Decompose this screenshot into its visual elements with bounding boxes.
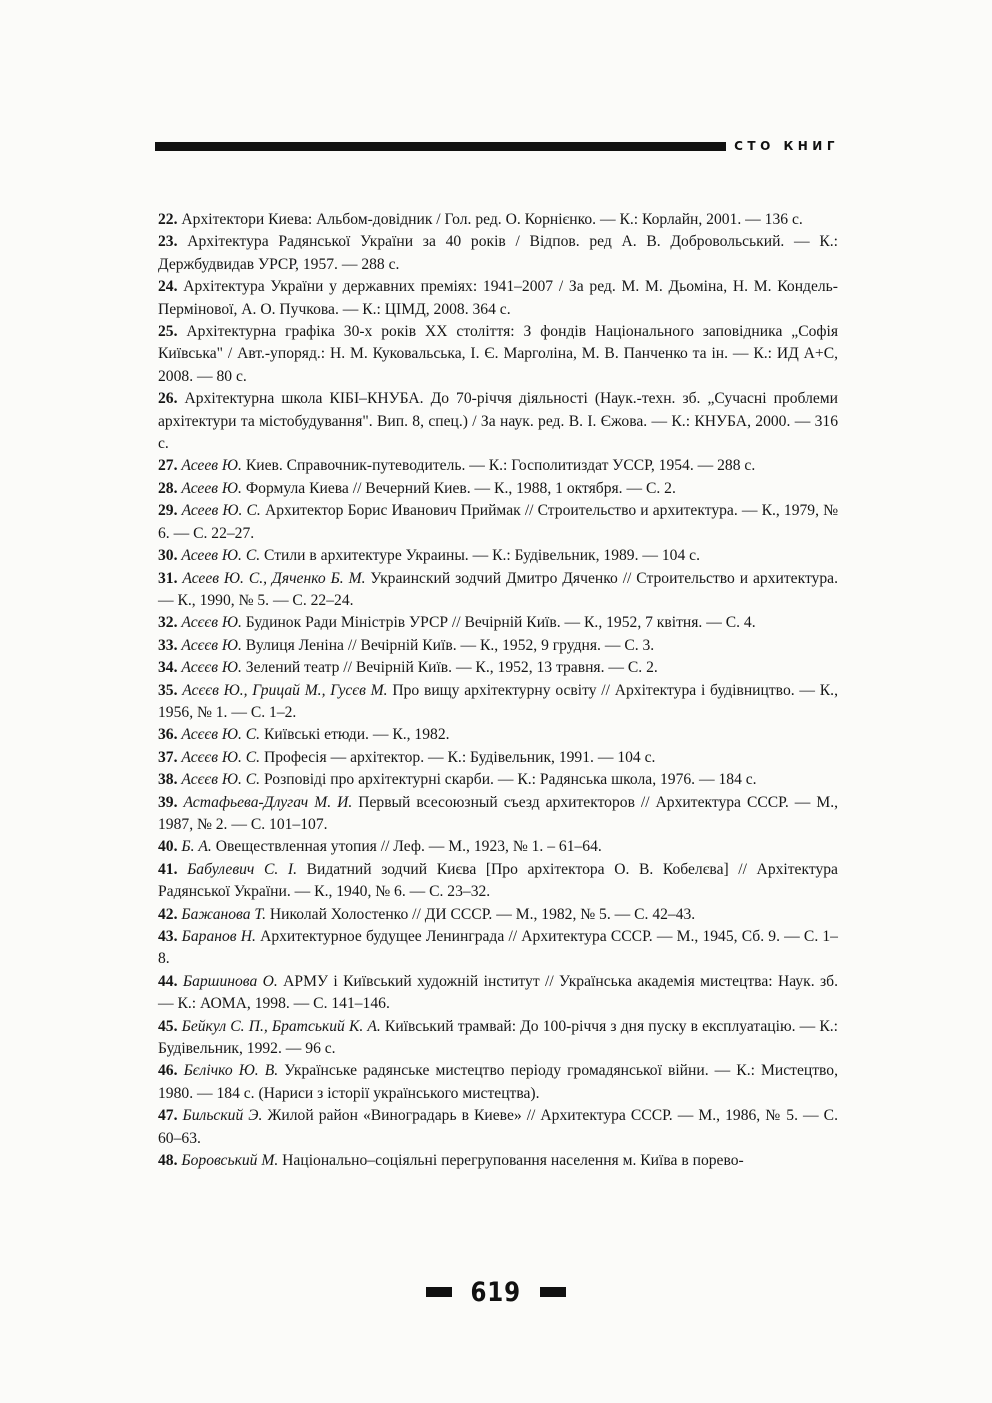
entry-text: Будинок Ради Міністрів УРСР // Вечірній Київ. — К., 1952, 7 квітня. — С. 4. — [245, 614, 756, 632]
entry-author: Бильский Э. — [182, 1107, 263, 1125]
entry-number: 30. — [158, 547, 178, 565]
bibliography-entry — [158, 1060, 838, 1105]
entry-text: Київські етюди. — К., 1982. — [263, 726, 450, 744]
entry-text: Архітектори Киева: Альбом-довідник / Гол. ред. О. Корнієнко. — К.: Корлайн, 2001. — 136 с. — [181, 211, 803, 228]
entry-author: Асєєв Ю. С. — [181, 726, 261, 744]
bibliography-entry — [158, 769, 838, 791]
entry-number: 35. — [158, 681, 178, 699]
entry-number: 32. — [158, 614, 178, 632]
bibliography-entry — [158, 1105, 838, 1150]
entry-author: Бабулевич С. І. — [187, 860, 297, 878]
entry-number: 31. — [158, 569, 178, 587]
bibliography-entry — [158, 971, 838, 1016]
bibliography-entry — [158, 231, 838, 276]
entry-number: 47. — [158, 1107, 178, 1125]
entry-text: Професія — архітектор. — К.: Будівельник, 1991. — 104 с. — [263, 748, 656, 766]
entry-number: 24. — [158, 278, 178, 296]
bibliography-entry — [158, 904, 838, 926]
entry-text: АРМУ і Київський художній інститут // Українська академія мистецтва: Наук. зб. — К.: АОМА, 1998. — С. 141–146. — [158, 972, 839, 1013]
entry-text: Украинский зодчий Дмитро Дяченко // Строительство и архитектура. — К., 1990, № 5. — С. 22–24. — [158, 569, 838, 609]
entry-number: 39. — [158, 793, 178, 811]
bibliography-entry — [158, 836, 838, 858]
bibliography-entry — [158, 724, 838, 746]
entry-number: 36. — [158, 726, 178, 744]
bibliography-entry — [158, 568, 838, 613]
entry-text: Жилой район «Виноградарь в Киеве» // Архитектура СССР. — М., 1986, № 5. — С. 60–63. — [158, 1107, 838, 1147]
entry-author: Асєєв Ю. — [181, 614, 242, 632]
entry-number: 48. — [158, 1152, 178, 1170]
bibliography-entry — [158, 657, 838, 679]
entry-author: Баранов Н. — [181, 928, 256, 945]
entry-author: Боровський М. — [181, 1152, 279, 1170]
bibliography-entry — [158, 926, 838, 971]
entry-number: 40. — [158, 838, 178, 856]
bibliography-entry — [158, 500, 838, 545]
bibliography-entry — [158, 209, 838, 231]
entry-text: Николай Холостенко // ДИ СССР. — М., 1982, № 5. — С. 42–43. — [269, 905, 696, 923]
entry-text: Розповіді про архітектурні скарби. — К.: Радянська школа, 1976. — 184 с. — [263, 771, 757, 789]
bibliography-entry — [158, 747, 838, 769]
bibliography-entry — [158, 612, 838, 634]
entry-author: Асеев Ю. С. — [181, 502, 261, 520]
entry-author: Асєєв Ю., Грицай М., Гусєв М. — [182, 681, 388, 699]
entry-number: 34. — [158, 659, 178, 677]
entry-number: 44. — [158, 972, 178, 990]
entry-number: 45. — [158, 1017, 178, 1035]
entry-text: Киев. Справочник-путеводитель. — К.: Госполитиздат УССР, 1954. — 288 с. — [245, 457, 756, 475]
entry-number: 42. — [158, 905, 178, 923]
entry-number: 43. — [158, 928, 178, 945]
entry-text: Архітектура України у державних преміях: 1941–2007 / За ред. М. М. Дьоміна, Н. М. Кондель-Пермінової, А. О. Пучкова. — К.: ЦІМД, 2008. 364 с. — [158, 278, 838, 318]
bibliography-entry — [158, 1150, 838, 1172]
bibliography-list — [158, 209, 838, 1172]
bibliography-entry — [158, 545, 838, 567]
running-header — [155, 137, 839, 155]
entry-text: Про вищу архітектурну освіту // Архітектура і будівництво. — К., 1956, № 1. — С. 1–2. — [158, 681, 838, 721]
entry-text: Архітектурна школа КІБІ–КНУБА. До 70-річчя діяльності (Наук.-техн. зб. „Сучасні проблеми архітектури та містобудування". Вип. 8, спец.) / За наук. ред. В. І. Єжова. — К.: КНУБА, 2000. — 316 с. — [158, 390, 838, 453]
entry-number: 46. — [158, 1062, 178, 1080]
entry-author: Асєєв Ю. С. — [181, 748, 261, 766]
bibliography-entry — [158, 859, 838, 904]
entry-author: Астафьева-Длугач М. И. — [183, 793, 353, 811]
entry-number: 23. — [158, 233, 178, 251]
footer-left-bar — [426, 1287, 452, 1297]
entry-number: 38. — [158, 771, 178, 789]
entry-author: Б. А. — [181, 838, 212, 856]
bibliography-entry — [158, 1016, 838, 1061]
bibliography-entry — [158, 455, 838, 477]
entry-author: Бейкул С. П., Братський К. А. — [181, 1017, 381, 1035]
entry-text: Овеществленная утопия // Леф. — М., 1923, № 1. – 61–64. — [215, 838, 602, 856]
entry-text: Архитектурное будущее Ленинграда // Архитектура СССР. — М., 1945, Сб. 9. — С. 1–8. — [158, 928, 838, 968]
entry-number: 25. — [158, 323, 178, 341]
page-footer — [0, 1277, 992, 1307]
bibliography-entry — [158, 276, 838, 321]
entry-author: Асеев Ю. — [181, 457, 242, 475]
entry-text: Формула Киева // Вечерний Киев. — К., 1988, 1 октября. — С. 2. — [245, 479, 676, 497]
entry-author: Бажанова Т. — [181, 905, 266, 923]
entry-text: Стили в архитектуре Украины. — К.: Будівельник, 1989. — 104 с. — [264, 547, 700, 565]
bibliography-entry — [158, 680, 838, 725]
page-number: 619 — [470, 1276, 522, 1308]
entry-number: 37. — [158, 748, 178, 766]
bibliography-entry — [158, 792, 838, 837]
entry-text: Національно–соціяльні перегруповання населення м. Київа в порево- — [282, 1152, 744, 1170]
entry-author: Баршинова О. — [182, 972, 278, 990]
entry-text: Архітектурна графіка 30-х років XX століття: З фондів Національного заповідника „Софія Київська" / Авт.-упоряд.: Н. М. Куковальська, І. Є. Марголіна, М. В. Панченко та ін. — К.: ИД А+С, 2008. — 80 с. — [158, 323, 838, 385]
footer-right-bar — [540, 1287, 566, 1297]
entry-author: Асеев Ю. С. — [181, 547, 261, 565]
entry-text: Вулиця Леніна // Вечірній Київ. — К., 1952, 9 грудня. — С. 3. — [245, 636, 655, 654]
entry-text: Первый всесоюзный съезд архитекторов // Архитектура СССР. — М., 1987, № 2. — С. 101–107. — [158, 793, 838, 833]
bibliography-entry — [158, 388, 838, 455]
entry-number: 26. — [158, 390, 178, 408]
entry-author: Асєєв Ю. — [181, 659, 242, 677]
entry-text: Видатний зодчий Києва [Про архітектора О. В. Кобелєва] // Архітектура Радянської України. — К., 1940, № 6. — С. 23–32. — [158, 860, 838, 901]
bibliography-entry — [158, 478, 838, 500]
entry-text: Київський трамвай: До 100-річчя з дня пуску в експлуатацію. — К.: Будівельник, 1992. — 96 с. — [158, 1017, 839, 1058]
entry-number: 27. — [158, 457, 178, 475]
entry-text: Українське радянське мистецтво періоду громадянської війни. — К.: Мистецтво, 1980. — 184 с. (Нариси з історії українського мистецтва). — [158, 1062, 838, 1102]
entry-text: Архітектура Радянської України за 40 років / Відпов. ред А. В. Добровольський. — К.: Держбудвидав УРСР, 1957. — 288 с. — [158, 233, 838, 273]
entry-number: 29. — [158, 502, 178, 520]
header-rule — [155, 142, 726, 151]
entry-number: 28. — [158, 479, 178, 497]
entry-number: 33. — [158, 636, 178, 654]
entry-author: Асєєв Ю. С. — [181, 771, 261, 789]
bibliography-entry — [158, 635, 838, 657]
entry-author: Асєєв Ю. — [181, 636, 242, 654]
entry-author: Бєлічко Ю. В. — [183, 1062, 279, 1080]
running-header-title: СТО КНИГ — [734, 139, 839, 153]
entry-number: 22. — [158, 211, 178, 228]
entry-author: Асеев Ю. — [181, 479, 242, 497]
entry-number: 41. — [158, 860, 178, 878]
entry-author: Асеев Ю. С., Дяченко Б. М. — [182, 569, 366, 587]
bibliography-entry — [158, 321, 838, 388]
entry-text: Архитектор Борис Иванович Приймак // Строительство и архитектура. — К., 1979, № 6. — С. 22–27. — [158, 502, 839, 542]
entry-text: Зелений театр // Вечірній Київ. — К., 1952, 13 травня. — С. 2. — [245, 659, 658, 677]
